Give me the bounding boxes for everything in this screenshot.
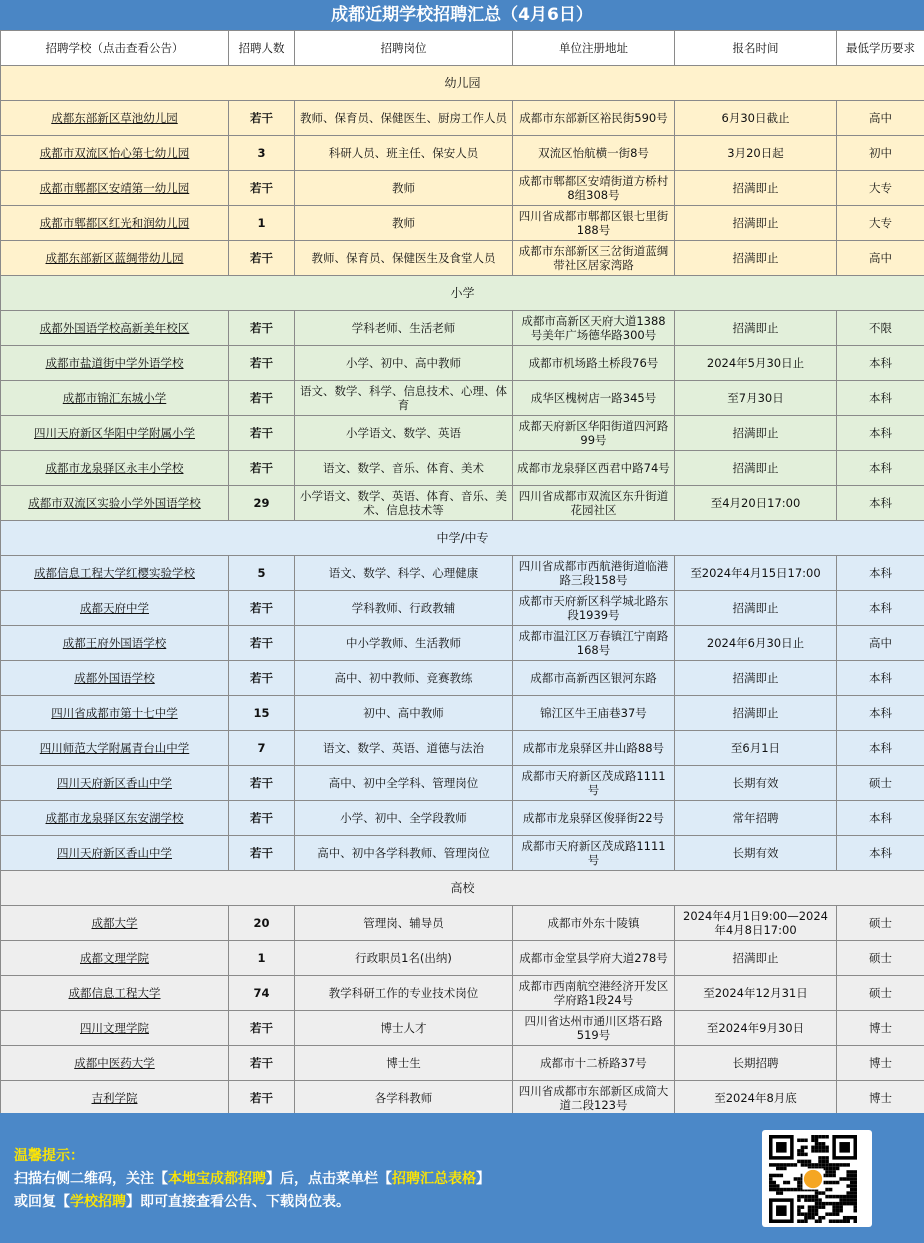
section-title: 小学 [1, 276, 924, 311]
post-cell: 中小学教师、生活教师 [295, 626, 513, 661]
education-cell: 硕士 [837, 976, 924, 1011]
post-cell: 小学、初中、全学段教师 [295, 801, 513, 836]
post-cell: 行政职员1名(出纳) [295, 941, 513, 976]
signup-time-cell: 招满即止 [675, 696, 837, 731]
address-cell: 四川省成都市西航港街道临港路三段158号 [513, 556, 675, 591]
post-cell: 学科老师、生活老师 [295, 311, 513, 346]
address-cell: 成都市郫都区安靖街道方桥村8组308号 [513, 171, 675, 206]
education-cell: 本科 [837, 416, 924, 451]
table-row [1, 1046, 924, 1081]
section-title: 高校 [1, 871, 924, 906]
signup-time-cell: 招满即止 [675, 661, 837, 696]
table-row [1, 101, 924, 136]
address-cell: 双流区怡航横一街8号 [513, 136, 675, 171]
recruit-count: 若干 [229, 171, 295, 206]
address-cell: 四川省成都市双流区东升街道花园社区 [513, 486, 675, 521]
address-cell: 成都市龙泉驿区俊驿街22号 [513, 801, 675, 836]
post-cell: 高中、初中教师、竞赛教练 [295, 661, 513, 696]
education-cell: 本科 [837, 346, 924, 381]
recruit-count: 若干 [229, 416, 295, 451]
recruit-count: 若干 [229, 766, 295, 801]
recruit-count: 7 [229, 731, 295, 766]
table-row [1, 171, 924, 206]
table-row [1, 206, 924, 241]
section-header-row [1, 276, 924, 311]
signup-time-cell: 至2024年12月31日 [675, 976, 837, 1011]
table-row [1, 1081, 924, 1116]
section-header-row [1, 871, 924, 906]
reply-keyword: 学校招聘 [70, 1194, 126, 1210]
address-cell: 成都市金堂县学府大道278号 [513, 941, 675, 976]
education-cell: 本科 [837, 451, 924, 486]
school-link[interactable]: 成都市双流区实验小学外国语学校 [1, 486, 229, 521]
education-cell: 大专 [837, 171, 924, 206]
table-row [1, 941, 924, 976]
recruit-count: 若干 [229, 1046, 295, 1081]
education-cell: 本科 [837, 486, 924, 521]
signup-time-cell: 2024年6月30日止 [675, 626, 837, 661]
table-row [1, 591, 924, 626]
header-count: 招聘人数 [229, 31, 295, 66]
table-row [1, 976, 924, 1011]
tip-text [14, 1145, 490, 1214]
signup-time-cell: 至4月20日17:00 [675, 486, 837, 521]
recruit-count: 5 [229, 556, 295, 591]
post-cell: 教师、保育员、保健医生、厨房工作人员 [295, 101, 513, 136]
recruit-count: 29 [229, 486, 295, 521]
education-cell: 硕士 [837, 941, 924, 976]
post-cell: 教学科研工作的专业技术岗位 [295, 976, 513, 1011]
signup-time-cell: 至2024年9月30日 [675, 1011, 837, 1046]
post-cell: 高中、初中各学科教师、管理岗位 [295, 836, 513, 871]
qr-code[interactable] [762, 1130, 872, 1227]
address-cell: 成都市十二桥路37号 [513, 1046, 675, 1081]
signup-time-cell: 招满即止 [675, 171, 837, 206]
education-cell: 博士 [837, 1011, 924, 1046]
table-row [1, 556, 924, 591]
recruit-count: 若干 [229, 661, 295, 696]
tip-line-1: 扫描右侧二维码，关注【本地宝成都招聘】后，点击菜单栏【招聘汇总表格】 [14, 1171, 490, 1187]
address-cell: 锦江区牛王庙巷37号 [513, 696, 675, 731]
table-row [1, 346, 924, 381]
post-cell: 语文、数学、科学、信息技术、心理、体育 [295, 381, 513, 416]
section-title: 中学/中专 [1, 521, 924, 556]
table-row [1, 136, 924, 171]
table-row [1, 801, 924, 836]
education-cell: 本科 [837, 556, 924, 591]
recruit-count: 20 [229, 906, 295, 941]
section-header-row [1, 66, 924, 101]
table-row [1, 241, 924, 276]
post-cell: 语文、数学、英语、道德与法治 [295, 731, 513, 766]
school-link[interactable]: 成都王府外国语学校 [1, 626, 229, 661]
section-title: 幼儿园 [1, 66, 924, 101]
education-cell: 本科 [837, 731, 924, 766]
education-cell: 硕士 [837, 766, 924, 801]
signup-time-cell: 长期有效 [675, 766, 837, 801]
header-address: 单位注册地址 [513, 31, 675, 66]
recruit-count: 1 [229, 941, 295, 976]
education-cell: 博士 [837, 1081, 924, 1116]
post-cell: 博士生 [295, 1046, 513, 1081]
address-cell: 成都市天府新区科学城北路东段1939号 [513, 591, 675, 626]
post-cell: 科研人员、班主任、保安人员 [295, 136, 513, 171]
address-cell: 成都市外东十陵镇 [513, 906, 675, 941]
school-link[interactable]: 成都文理学院 [1, 941, 229, 976]
post-cell: 初中、高中教师 [295, 696, 513, 731]
post-cell: 语文、数学、音乐、体育、美术 [295, 451, 513, 486]
signup-time-cell: 至6月1日 [675, 731, 837, 766]
post-cell: 小学语文、数学、英语、体育、音乐、美术、信息技术等 [295, 486, 513, 521]
school-link[interactable]: 四川天府新区华阳中学附属小学 [1, 416, 229, 451]
signup-time-cell: 至7月30日 [675, 381, 837, 416]
recruit-count: 若干 [229, 346, 295, 381]
header-time: 报名时间 [675, 31, 837, 66]
recruit-count: 若干 [229, 101, 295, 136]
school-link[interactable]: 四川省成都市第十七中学 [1, 696, 229, 731]
education-cell: 高中 [837, 626, 924, 661]
school-link[interactable]: 成都市郫都区红光和润幼儿园 [1, 206, 229, 241]
recruit-count: 若干 [229, 311, 295, 346]
post-cell: 博士人才 [295, 1011, 513, 1046]
table-header-row [1, 31, 924, 66]
header-post: 招聘岗位 [295, 31, 513, 66]
post-cell: 教师 [295, 206, 513, 241]
school-link[interactable]: 成都天府中学 [1, 591, 229, 626]
education-cell: 本科 [837, 661, 924, 696]
recruit-count: 若干 [229, 626, 295, 661]
post-cell: 教师、保育员、保健医生及食堂人员 [295, 241, 513, 276]
menu-link[interactable]: 招聘汇总表格 [392, 1171, 476, 1187]
school-link[interactable]: 成都市锦汇东城小学 [1, 381, 229, 416]
tip-heading: 温馨提示： [14, 1148, 84, 1164]
post-cell: 小学语文、数学、英语 [295, 416, 513, 451]
recruit-count: 74 [229, 976, 295, 1011]
recruit-count: 若干 [229, 591, 295, 626]
header-education: 最低学历要求 [837, 31, 924, 66]
education-cell: 本科 [837, 801, 924, 836]
table-row [1, 416, 924, 451]
education-cell: 博士 [837, 1046, 924, 1081]
school-link[interactable]: 成都外国语学校高新美年校区 [1, 311, 229, 346]
education-cell: 初中 [837, 136, 924, 171]
recruit-count: 若干 [229, 1011, 295, 1046]
post-cell: 小学、初中、高中教师 [295, 346, 513, 381]
signup-time-cell: 3月20日起 [675, 136, 837, 171]
school-link[interactable]: 成都市双流区怡心第七幼儿园 [1, 136, 229, 171]
signup-time-cell: 招满即止 [675, 416, 837, 451]
address-cell: 成都市天府新区茂成路1111号 [513, 836, 675, 871]
address-cell: 成都市龙泉驿区井山路88号 [513, 731, 675, 766]
education-cell: 不限 [837, 311, 924, 346]
school-link[interactable]: 成都市郫都区安靖第一幼儿园 [1, 171, 229, 206]
address-cell: 成都市西南航空港经济开发区学府路1段24号 [513, 976, 675, 1011]
school-link[interactable]: 四川天府新区香山中学 [1, 836, 229, 871]
school-link[interactable]: 四川师范大学附属青台山中学 [1, 731, 229, 766]
education-cell: 本科 [837, 591, 924, 626]
table-row [1, 451, 924, 486]
school-link[interactable]: 成都信息工程大学红樱实验学校 [1, 556, 229, 591]
recruit-count: 若干 [229, 451, 295, 486]
address-cell: 成都市温江区万春镇江宁南路168号 [513, 626, 675, 661]
school-link[interactable]: 成都信息工程大学 [1, 976, 229, 1011]
signup-time-cell: 至2024年8月底 [675, 1081, 837, 1116]
qr-code-icon [769, 1135, 857, 1223]
signup-time-cell: 招满即止 [675, 241, 837, 276]
school-link[interactable]: 成都大学 [1, 906, 229, 941]
school-link[interactable]: 成都东部新区草池幼儿园 [1, 101, 229, 136]
address-cell: 成都市东部新区三岔街道蓝绸带社区居家湾路 [513, 241, 675, 276]
signup-time-cell: 2024年5月30日止 [675, 346, 837, 381]
table-row [1, 486, 924, 521]
signup-time-cell: 常年招聘 [675, 801, 837, 836]
address-cell: 四川省达州市通川区塔石路519号 [513, 1011, 675, 1046]
school-link[interactable]: 成都市盐道街中学外语学校 [1, 346, 229, 381]
education-cell: 本科 [837, 381, 924, 416]
post-cell: 学科教师、行政教辅 [295, 591, 513, 626]
recruit-count: 3 [229, 136, 295, 171]
education-cell: 本科 [837, 696, 924, 731]
recruit-count: 1 [229, 206, 295, 241]
address-cell: 成都市高新区天府大道1388号美年广场德华路300号 [513, 311, 675, 346]
page-title: 成都近期学校招聘汇总（4月6日） [0, 0, 924, 30]
recruit-count: 若干 [229, 836, 295, 871]
address-cell: 成都市机场路土桥段76号 [513, 346, 675, 381]
school-link[interactable]: 成都市龙泉驿区东安湖学校 [1, 801, 229, 836]
address-cell: 四川省成都市东部新区成简大道二段123号 [513, 1081, 675, 1116]
education-cell: 本科 [837, 836, 924, 871]
signup-time-cell: 招满即止 [675, 591, 837, 626]
header-school: 招聘学校（点击查看公告） [1, 31, 229, 66]
address-cell: 成都市龙泉驿区西君中路74号 [513, 451, 675, 486]
signup-time-cell: 招满即止 [675, 451, 837, 486]
post-cell: 高中、初中全学科、管理岗位 [295, 766, 513, 801]
school-link[interactable]: 成都市龙泉驿区永丰小学校 [1, 451, 229, 486]
school-link[interactable]: 成都外国语学校 [1, 661, 229, 696]
address-cell: 成都天府新区华阳街道四河路99号 [513, 416, 675, 451]
signup-time-cell: 招满即止 [675, 311, 837, 346]
address-cell: 成都市东部新区裕民街590号 [513, 101, 675, 136]
signup-time-cell: 招满即止 [675, 941, 837, 976]
education-cell: 硕士 [837, 906, 924, 941]
signup-time-cell: 2024年4月1日9:00—2024年4月8日17:00 [675, 906, 837, 941]
table-row [1, 906, 924, 941]
education-cell: 大专 [837, 206, 924, 241]
table-row [1, 626, 924, 661]
signup-time-cell: 至2024年4月15日17:00 [675, 556, 837, 591]
post-cell: 管理岗、辅导员 [295, 906, 513, 941]
recruit-count: 若干 [229, 241, 295, 276]
post-cell: 语文、数学、科学、心理健康 [295, 556, 513, 591]
school-link[interactable]: 四川文理学院 [1, 1011, 229, 1046]
education-cell: 高中 [837, 101, 924, 136]
section-header-row [1, 521, 924, 556]
table-row [1, 696, 924, 731]
school-link[interactable]: 四川天府新区香山中学 [1, 766, 229, 801]
recruit-count: 若干 [229, 1081, 295, 1116]
footer-tip-panel [0, 1113, 924, 1243]
table-row [1, 1011, 924, 1046]
signup-time-cell: 招满即止 [675, 206, 837, 241]
school-link[interactable]: 吉利学院 [1, 1081, 229, 1116]
address-cell: 四川省成都市郫都区银七里街188号 [513, 206, 675, 241]
tip-line-2: 或回复【学校招聘】即可直接查看公告、下载岗位表。 [14, 1194, 350, 1210]
table-row [1, 766, 924, 801]
address-cell: 成华区槐树店一路345号 [513, 381, 675, 416]
education-cell: 高中 [837, 241, 924, 276]
post-cell: 教师 [295, 171, 513, 206]
signup-time-cell: 长期有效 [675, 836, 837, 871]
table-row [1, 311, 924, 346]
table-row [1, 381, 924, 416]
recruit-count: 若干 [229, 381, 295, 416]
school-link[interactable]: 成都东部新区蓝绸带幼儿园 [1, 241, 229, 276]
address-cell: 成都市高新西区银河东路 [513, 661, 675, 696]
recruitment-table [0, 30, 924, 1116]
post-cell: 各学科教师 [295, 1081, 513, 1116]
school-link[interactable]: 成都中医药大学 [1, 1046, 229, 1081]
signup-time-cell: 长期招聘 [675, 1046, 837, 1081]
address-cell: 成都市天府新区茂成路1111号 [513, 766, 675, 801]
signup-time-cell: 6月30日截止 [675, 101, 837, 136]
table-row [1, 661, 924, 696]
account-link[interactable]: 本地宝成都招聘 [168, 1171, 266, 1187]
table-row [1, 836, 924, 871]
recruit-count: 15 [229, 696, 295, 731]
recruit-count: 若干 [229, 801, 295, 836]
table-row [1, 731, 924, 766]
